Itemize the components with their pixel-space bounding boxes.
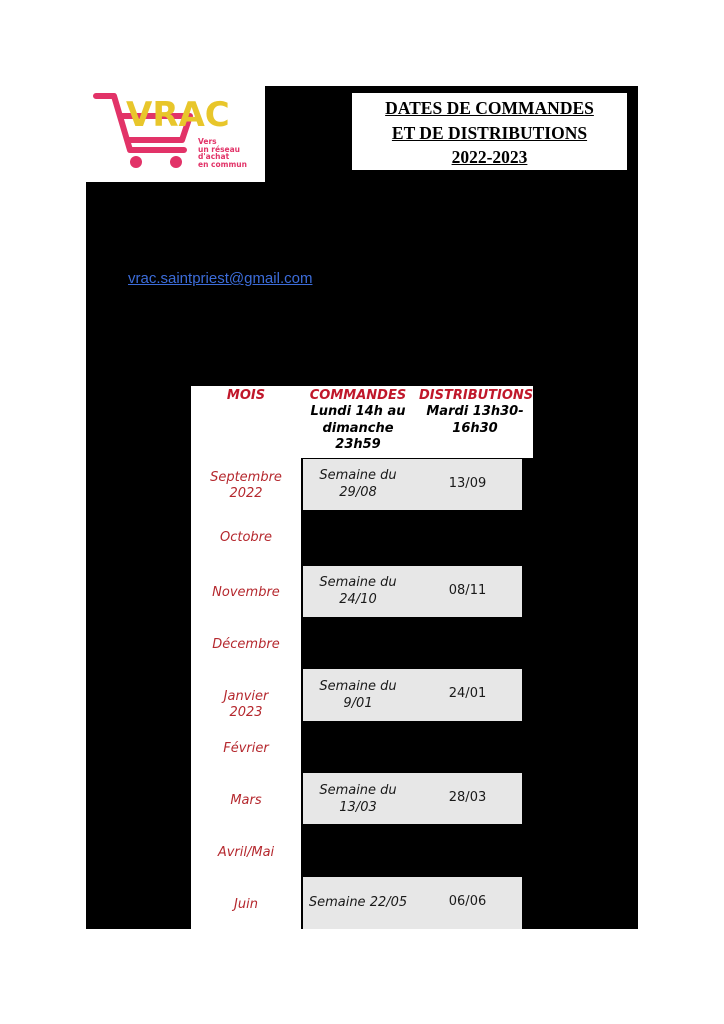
orders-text: Semaine 22/05 — [308, 895, 408, 910]
distribution-cell — [413, 566, 522, 617]
vrac-logo — [86, 86, 265, 182]
logo-tagline-line: en commun — [198, 159, 247, 169]
header-orders-label: COMMANDES — [309, 388, 407, 403]
title-line-2: ET DE DISTRIBUTIONS — [391, 122, 588, 143]
orders-cell — [303, 566, 413, 617]
table-row-month — [191, 470, 301, 502]
month-label: Septembre — [210, 470, 282, 485]
table-row-month — [191, 637, 301, 653]
month-label: Juin — [234, 897, 258, 912]
month-label: Avril/Mai — [217, 845, 275, 860]
orders-text: Semaine du — [319, 783, 397, 798]
header-month — [191, 388, 301, 404]
orders-text: Semaine du — [319, 575, 397, 590]
header-month-label: MOIS — [226, 388, 266, 403]
distribution-cell — [413, 773, 522, 824]
logo-wordmark: VRAC — [126, 95, 230, 135]
header-distributions-label: DISTRIBUTIONS — [419, 388, 534, 403]
header-distributions-sub: 16h30 — [452, 420, 498, 436]
distribution-cell — [413, 669, 522, 721]
orders-cell — [303, 669, 413, 721]
table-header — [191, 386, 533, 458]
logo-tagline — [198, 138, 264, 168]
orders-date: 24/10 — [339, 591, 377, 607]
month-year: 2022 — [229, 486, 263, 501]
header-orders — [303, 388, 413, 454]
distribution-cell — [413, 877, 522, 929]
month-label: Février — [223, 741, 269, 756]
distribution-date: 13/09 — [448, 476, 487, 491]
table-row-month — [191, 897, 301, 913]
orders-cell — [303, 773, 413, 824]
header-orders-sub: 23h59 — [335, 437, 381, 452]
logo-tagline-line: un réseau — [198, 144, 241, 154]
distribution-date: 06/06 — [448, 894, 487, 909]
title-line-1: DATES DE COMMANDES — [385, 98, 594, 118]
table-row-month — [191, 741, 301, 757]
orders-date: 13/03 — [339, 799, 377, 815]
table-row-month — [191, 793, 301, 809]
distribution-date: 24/01 — [448, 686, 487, 701]
header-orders-sub: dimanche — [322, 420, 394, 436]
header-distributions-sub: Mardi 13h30- — [426, 404, 524, 419]
orders-cell — [303, 459, 413, 510]
email-link[interactable]: vrac.saintpriest@gmail.com — [128, 270, 313, 287]
orders-cell — [303, 877, 413, 929]
orders-date: 9/01 — [343, 695, 373, 711]
table-row-month — [191, 689, 301, 721]
orders-text: Semaine du — [319, 468, 397, 483]
title-year: 2022-2023 — [451, 147, 528, 167]
table-row-month — [191, 585, 301, 601]
month-label: Novembre — [212, 585, 280, 600]
distribution-date: 08/11 — [448, 583, 487, 598]
distribution-date: 28/03 — [448, 790, 487, 805]
month-year: 2023 — [229, 705, 263, 720]
month-label: Décembre — [212, 637, 280, 652]
month-column — [191, 458, 301, 929]
logo-tagline-line: d'achat — [198, 152, 230, 161]
month-label: Octobre — [219, 530, 273, 545]
orders-date: 29/08 — [339, 484, 377, 500]
header-distributions — [419, 388, 534, 437]
orders-text: Semaine du — [319, 679, 397, 694]
month-label: Janvier — [223, 689, 269, 704]
logo-tagline-line: Vers — [198, 137, 217, 146]
document-title — [352, 93, 627, 170]
table-row-month — [191, 845, 301, 861]
distribution-cell — [413, 459, 522, 510]
table-row-month — [191, 530, 301, 546]
header-orders-sub: Lundi 14h au — [310, 404, 406, 419]
month-label: Mars — [230, 793, 262, 808]
